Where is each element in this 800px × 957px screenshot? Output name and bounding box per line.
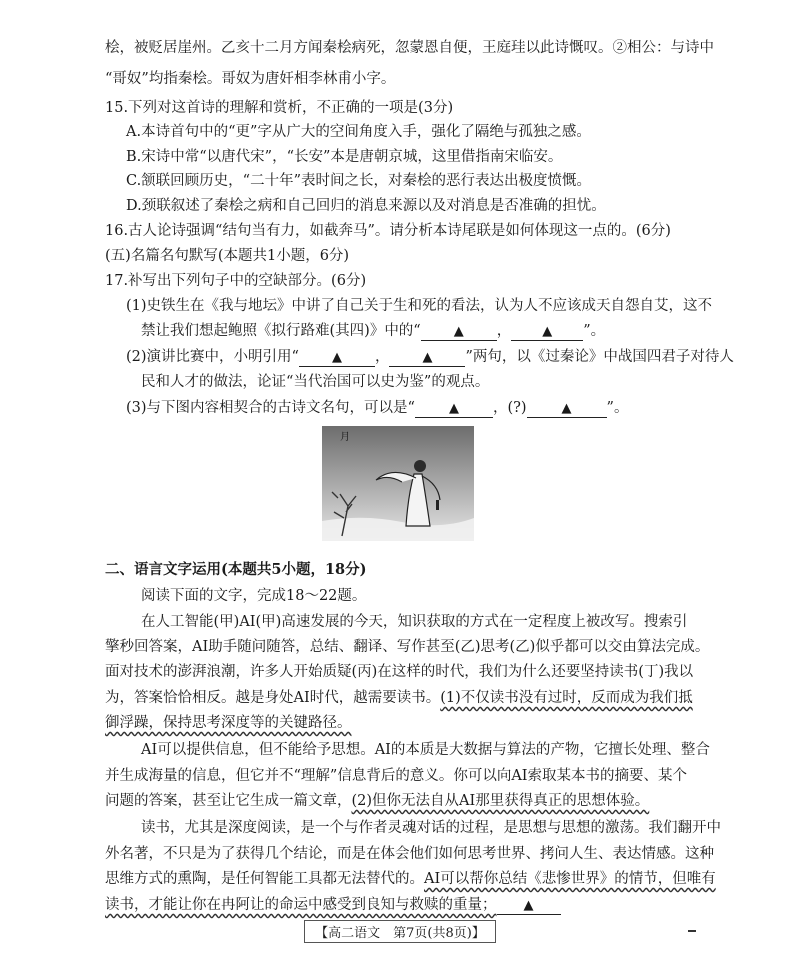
q17-2-line-2: 民和人才的做法，论证“当代治国可以史为鉴”的观点。 xyxy=(141,374,490,390)
question-16: 16.古人论诗强调“结句当有力，如截奔马”。请分析本诗尾联是如何体现这一点的。(6分) xyxy=(105,223,671,239)
section-2-heading: 二、语言文字运用(本题共5小题，18分) xyxy=(105,561,367,578)
q15-option-a: A.本诗首句中的“更”字从广大的空间角度入手，强化了隔绝与孤独之感。 xyxy=(126,124,591,140)
answer-blank[interactable]: ▲ xyxy=(415,401,493,418)
passage-line: 在人工智能(甲)AI(甲)高速发展的今天，知识获取的方式在一定程度上被改写。搜索引 xyxy=(141,614,688,630)
passage-line: 外名著，不只是为了获得几个结论，而是在体会他们如何思考世界、拷问人生、表达情感。这种 xyxy=(105,846,714,862)
passage-line: 擎秒回答案，AI助手随问随答，总结、翻译、写作甚至(乙)思考(乙)似乎都可以交由算法完成。 xyxy=(105,639,710,655)
q15-option-b: B.宋诗中常“以唐代宋”，“长安”本是唐朝京城，这里借指南宋临安。 xyxy=(126,149,563,165)
q17-1-line-2: 禁让我们想起鲍照《拟行路难(其四)》中的“ ▲ ， ▲ ”。 xyxy=(141,323,606,339)
corner-mark xyxy=(688,930,696,932)
passage-line: 并生成海量的信息，但它并不“理解”信息背后的意义。你可以向AI索取某本书的摘要、某个 xyxy=(105,768,688,784)
underlined-sentence-1-cont: 御浮躁，保持思考深度等的关键路径。 xyxy=(105,715,352,731)
passage-line xyxy=(105,713,352,733)
figure-label: 月 xyxy=(340,432,350,443)
question-15: 15.下列对这首诗的理解和赏析，不正确的一项是(3分) xyxy=(105,100,454,116)
passage-line: 面对技术的澎湃浪潮，许多人开始质疑(丙)在这样的时代，我们为什么还要坚持读书(丁)我以 xyxy=(105,664,694,680)
passage-line: 读书，尤其是深度阅读，是一个与作者灵魂对话的过程，是思想与思想的激荡。我们翻开中 xyxy=(141,820,721,836)
answer-blank[interactable]: ▲ xyxy=(299,350,375,367)
answer-blank[interactable]: ▲ xyxy=(389,350,465,367)
q17-2-line-1: (2)演讲比赛中，小明引用“ ▲ ， ▲ ”两句，以《过秦论》中战国四君子对待人 xyxy=(126,349,734,365)
section-5-heading: (五)名篇名句默写(本题共1小题，6分) xyxy=(105,248,350,264)
q17-3: (3)与下图内容相契合的古诗文名句，可以是“ ▲ ，(?) ▲ ”。 xyxy=(126,400,629,416)
page-footer xyxy=(0,920,800,943)
page-number-box: 【高二语文 第7页(共8页)】 xyxy=(304,920,496,943)
q17-1-line-1: (1)史铁生在《我与地坛》中讲了自己关于生和死的看法，认为人不应该成天自怨自艾，这不 xyxy=(126,298,713,314)
answer-blank[interactable]: ▲ xyxy=(497,898,561,915)
passage-line: AI可以提供信息，但不能给予思想。AI的本质是大数据与算法的产物，它擅长处理、整合 xyxy=(141,742,710,758)
q15-option-d: D.颈联叙述了秦桧之病和自己回归的消息来源以及对消息是否准确的担忧。 xyxy=(126,198,606,214)
underlined-sentence-3-cont: 读书，才能让你在冉阿让的命运中感受到良知与救赎的重量； xyxy=(105,897,497,913)
underlined-sentence-1: (1)不仅读书没有过时，反而成为我们抵 xyxy=(440,690,693,706)
underlined-sentence-2: (2)但你无法自从AI那里获得真正的思想体验。 xyxy=(351,793,650,809)
passage-line: 为，答案恰恰相反。越是身处AI时代，越需要读书。(1)不仅读书没有过时，反而成为我们抵 xyxy=(105,690,693,706)
q15-option-c: C.颔联回顾历史，“二十年”表时间之长，对秦桧的恶行表达出极度愤慨。 xyxy=(126,173,592,189)
answer-blank[interactable]: ▲ xyxy=(511,324,583,341)
passage-line xyxy=(105,895,561,915)
note-line-2: “哥奴”均指秦桧。哥奴为唐奸相李林甫小字。 xyxy=(105,71,396,87)
answer-blank[interactable]: ▲ xyxy=(421,324,497,341)
moon-scholar-illustration xyxy=(322,426,474,541)
passage-line: 思维方式的熏陶，是任何智能工具都无法替代的。AI可以帮你总结《悲惨世界》的情节，但唯有 xyxy=(105,871,716,887)
passage-line: 问题的答案，甚至让它生成一篇文章，(2)但你无法自从AI那里获得真正的思想体验。 xyxy=(105,793,650,809)
question-17: 17.补写出下列句子中的空缺部分。(6分) xyxy=(105,273,367,289)
note-line-1: 桧，被贬居崖州。乙亥十二月方闻秦桧病死，忽蒙恩自便，王庭珪以此诗慨叹。②相公：与诗中 xyxy=(105,40,714,56)
answer-blank[interactable]: ▲ xyxy=(527,401,607,418)
underlined-sentence-3: AI可以帮你总结《悲惨世界》的情节，但唯有 xyxy=(424,871,716,887)
reading-instruction: 阅读下面的文字，完成18～22题。 xyxy=(141,588,367,604)
